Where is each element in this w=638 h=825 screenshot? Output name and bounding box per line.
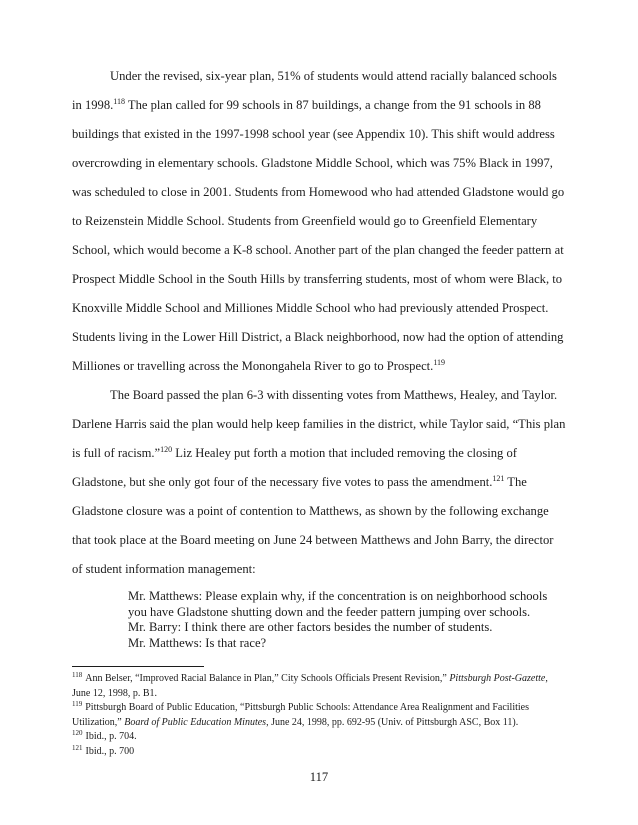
footnote-119 [72,701,566,730]
body-paragraph-1: Under the revised, six-year plan, 51% of students would attend racially balanced schools in 1998.$^{118}$ The plan called for 99 schools in 87 buildings, a change from the 91 schools in 88 buildings that existed in the 1997-1998 school year (see Appendix 10). This shift would address overcrowding in elementary schools. Gladstone Middle School, which was 75% Black in 1997, was scheduled to close in 2001. Students from Homewood who had attended Gladstone would go to Reizenstein Middle School. Students from Greenfield would go to Greenfield Elementary School, which would become a K-8 school. Another part of the plan changed the feeder pattern at Prospect Middle School in the South Hills by transferring students, most of whom were Black, to Knoxville Middle School and Milliones Middle School who had previously attended Prospect. Students living in the Lower Hill District, a Black neighborhood, now had the option of attending Milliones or travelling across the Monongahela River to go to Prospect.$^{119}$ [72,69,565,373]
footnote-120 [72,730,566,745]
footnote-marker-119: 119 [72,700,83,709]
footnote-marker-121: 121 [72,743,83,752]
footnote-text-118: Ann Belser, “Improved Racial Balance in Plan,” City Schools Officials Present Revision,” Pittsburgh Post-Gazette, June 12, 1998, p. B1. [72,673,548,699]
footnote-121 [72,745,566,760]
footnote-text-120: Ibid., p. 704. [85,731,137,743]
footnote-separator [72,666,204,667]
quote-line-matthews-1: Mr. Matthews: Please explain why, if the concentration is on neighborhood schools you have Gladstone shutting down and the feeder pattern jumping over schools. [128,589,548,619]
page-number: 117 [309,770,329,784]
body-paragraph-2: The Board passed the plan 6-3 with dissenting votes from Matthews, Healey, and Taylor. Darlene Harris said the plan would help keep families in the district, while Taylor said, “This plan is full of racism.”$^{120}$ Liz Healey put forth a motion that included removing the closing of Gladstone, but she only got four of the necessary five votes to pass the amendment.$^{121}$ The Gladstone closure was a point of contention to Matthews, as shown by the following exchange that took place at the Board meeting on June 24 between Matthews and John Barry, the director of student information management: [72,388,566,576]
page-content [72,62,566,759]
footnote-118 [72,672,566,701]
quote-line-matthews-2: Mr. Matthews: Is that race? [128,635,267,650]
quote-line-barry: Mr. Barry: I think there are other factors besides the number of students. [128,620,493,635]
footnote-text-121: Ibid., p. 700 [85,745,135,757]
footnote-marker-120: 120 [72,729,83,738]
footnotes-section [72,672,566,759]
footnote-marker-118: 118 [72,671,83,680]
footnote-text-119: Pittsburgh Board of Public Education, “Pittsburgh Public Schools: Attendance Area Realignment and Facilities Utilization,” Board of Public Education Minutes, June 24, 1998, pp. 692-95 (Univ. of Pittsburgh ASC, Box 11). [72,702,529,728]
block-quote [128,589,566,651]
